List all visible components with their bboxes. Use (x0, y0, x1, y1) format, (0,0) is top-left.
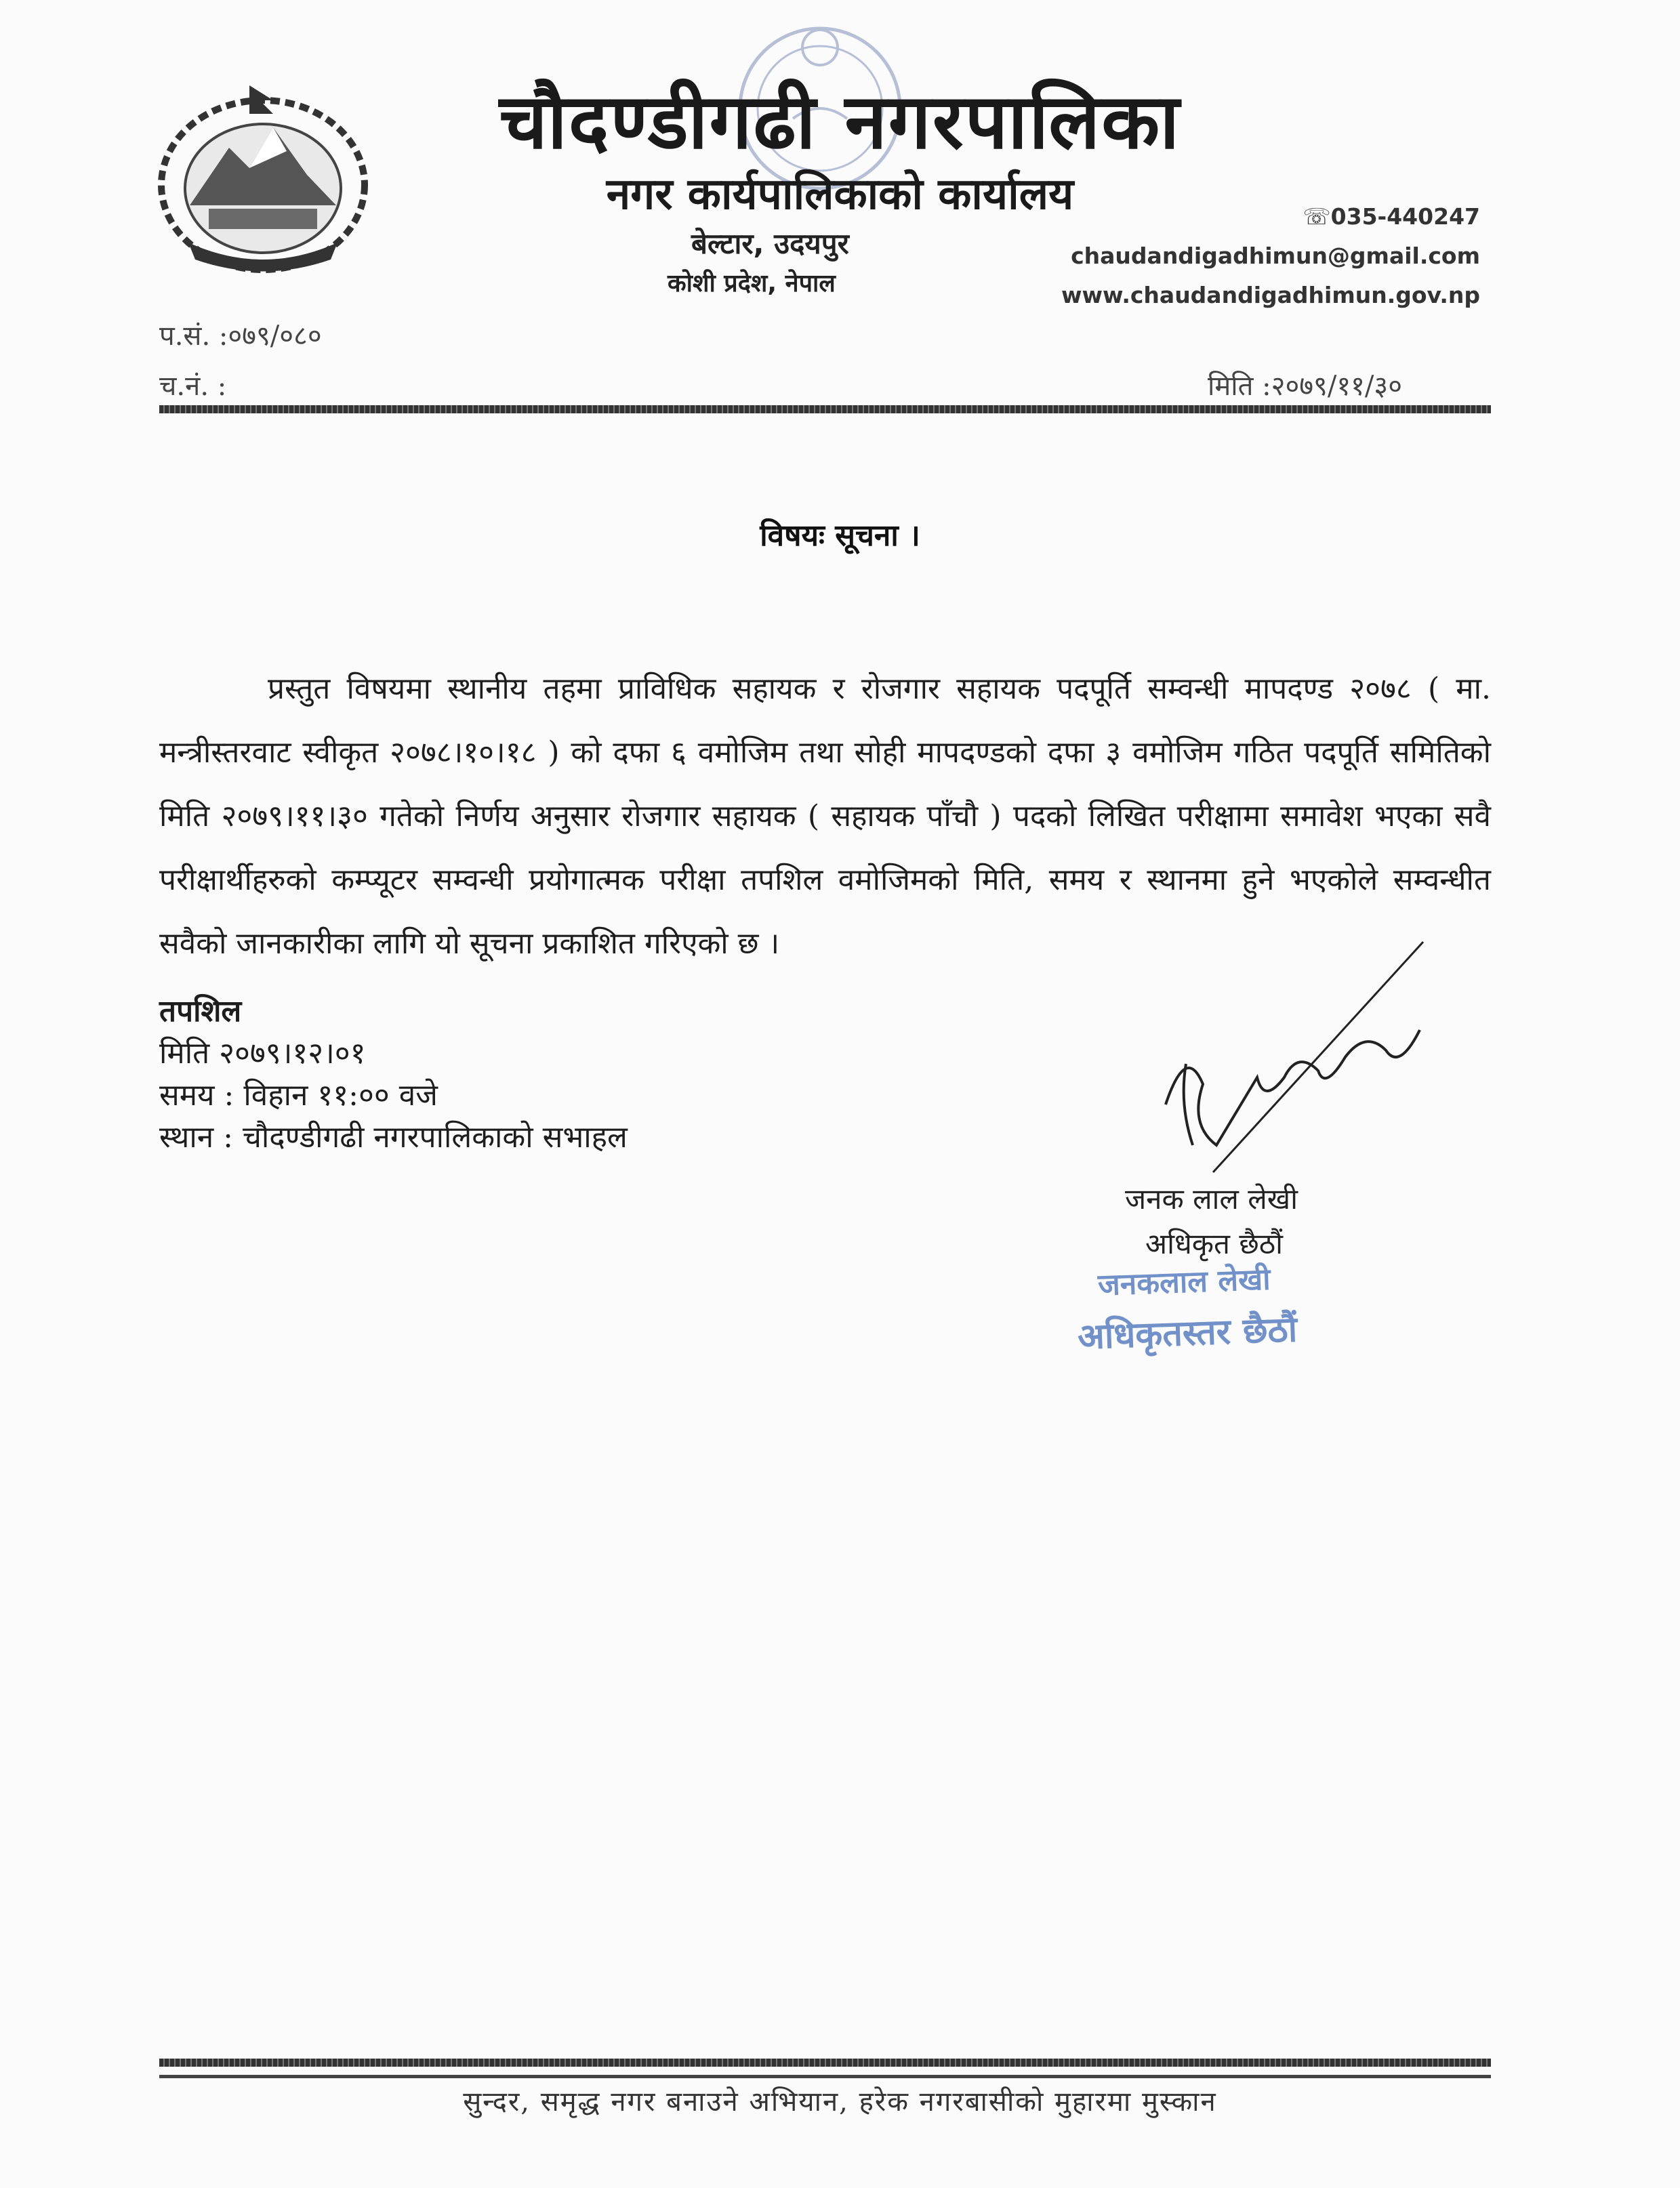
schedule-time: समय : विहान ११:०० वजे (159, 1078, 438, 1113)
footer-divider (159, 2059, 1491, 2067)
email-address: chaudandigadhimun@gmail.com (1071, 243, 1480, 269)
letter-date: मिति :२०७९/११/३० (1208, 371, 1402, 402)
website-address: www.chaudandigadhimun.gov.np (1061, 282, 1480, 308)
signatory-name: जनक लाल लेखी (1125, 1182, 1298, 1216)
subject-line: विषयः सूचना । (760, 518, 920, 553)
phone-number (1303, 203, 1480, 230)
phone-text: 035-440247 (1330, 203, 1480, 230)
footer-slogan: सुन्दर, समृद्ध नगर बनाउने अभियान, हरेक नगरबासीको मुहारमा मुस्कान (463, 2086, 1217, 2118)
office-province: कोशी प्रदेश, नेपाल (668, 270, 836, 297)
schedule-block (159, 991, 628, 1159)
office-subtitle: नगर कार्यपालिकाको कार्यालय (606, 169, 1074, 220)
stamp-post: अधिकृतस्तर छैठौं (1077, 1309, 1298, 1358)
handwritten-signature (1139, 935, 1464, 1186)
schedule-place: स्थान : चौदण्डीगढी नगरपालिकाको सभाहल (159, 1120, 628, 1155)
dispatch-number: च.नं. : (159, 371, 227, 402)
reference-number: प.सं. :०७९/०८० (159, 321, 322, 352)
footer-divider-thin (159, 2075, 1491, 2078)
schedule-date: मिति २०७९।१२।०१ (159, 1036, 366, 1071)
stamp-name: जनकलाल लेखी (1097, 1262, 1271, 1303)
signatory-post: अधिकृत छैठौं (1145, 1227, 1284, 1260)
schedule-heading: तपशिल (159, 994, 242, 1029)
municipality-title: चौदण्डीगढी नगरपालिका (499, 78, 1181, 166)
notice-body: प्रस्तुत विषयमा स्थानीय तहमा प्राविधिक सहायक र रोजगार सहायक पदपूर्ति सम्वन्धी मापदण्ड २०७८ ( मा. मन्त्रीस्तरवाट स्वीकृत २०७८।१०।१८ ) को दफा ६ वमोजिम तथा सोही मापदण्डको दफा ३ वमोजिम गठित पदपूर्ति समितिको मिति २०७९।११।३० गतेको निर्णय अनुसार रोजगार सहायक ( सहायक पाँचौ ) पदको लिखित परीक्षामा समावेश भएका सवै परीक्षार्थीहरुको कम्प्यूटर सम्वन्धी प्रयोगात्मक परीक्षा तपशिल वमोजिमको मिति, समय र स्थानमा हुने भएकोले सम्वन्धीत सवैको जानकारीका लागि यो सूचना प्रकाशित गरिएको छ । (159, 672, 1491, 961)
office-location: बेल्टार, उदयपुर (691, 227, 849, 260)
phone-icon: ☏ (1303, 203, 1331, 230)
header-divider (159, 405, 1491, 413)
